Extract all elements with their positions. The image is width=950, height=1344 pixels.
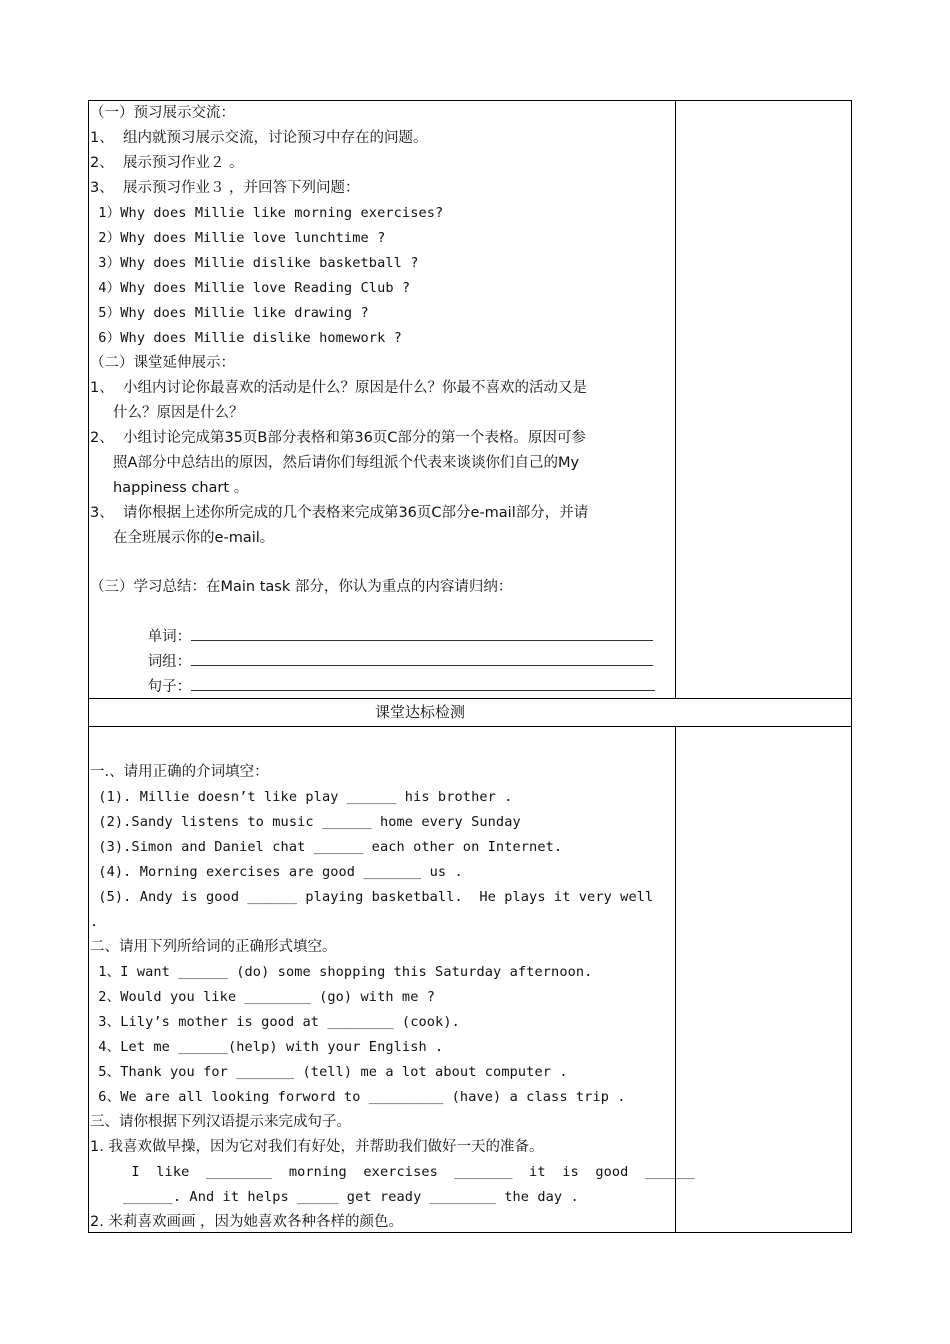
part3-line-4: 2. 米莉喜欢画画 ，因为她喜欢各种各样的颜色。 [90, 1214, 404, 1230]
part2-line-1: 1、I want ______ (do) some shopping this Saturday afternoon. [90, 964, 593, 980]
question-6: 6）Why does Millie dislike homework ? [90, 330, 402, 346]
part1-line-5: (5). Andy is good ______ playing basketball. He plays it very well [90, 889, 654, 905]
summary-words-row [120, 600, 653, 645]
question-3: 3）Why does Millie dislike basketball ? [90, 255, 419, 271]
section2-line-7: 在全班展示你的e-mail。 [90, 530, 275, 546]
summary-sentences-line[interactable] [191, 690, 655, 691]
question-2: 2）Why does Millie love lunchtime ? [90, 230, 386, 246]
part2-line-5: 5、Thank you for _______ (tell) me a lot about computer . [90, 1064, 568, 1080]
part1-line-1: (1). Millie doesn’t like play ______ his brother . [90, 789, 513, 805]
part2-line-2: 2、Would you like ________ (go) with me ? [90, 989, 436, 1005]
study-cell [90, 100, 674, 698]
summary-words-label: 单词： [147, 629, 192, 645]
part3-line-1: 1. 我喜欢做早操，因为它对我们有好处，并帮助我们做好一天的准备。 [90, 1139, 544, 1155]
part3-heading: 三、请你根据下列汉语提示来完成句子。 [90, 1114, 351, 1130]
section2-line-3: 2、 小组讨论完成第35页B部分表格和第36页C部分的第一个表格。原因可参 [90, 430, 586, 446]
section3-heading: （三）学习总结：在Main task 部分，你认为重点的内容请归纳： [90, 579, 513, 595]
section2-line-6: 3、 请你根据上述你所完成的几个表格来完成第36页C部分e-mail部分，并请 [90, 505, 589, 521]
summary-phrases-row [120, 625, 653, 670]
column-divider-top [675, 100, 676, 698]
section2-line-4: 照A部分中总结出的原因，然后请你们每组派个代表来谈谈你们自己的My [90, 455, 580, 471]
section1-item-1: 1、 组内就预习展示交流，讨论预习中存在的问题。 [90, 130, 428, 146]
question-1: 1）Why does Millie like morning exercises? [90, 205, 444, 221]
summary-sentences-row [120, 650, 655, 695]
part1-line-4: (4). Morning exercises are good _______ us . [90, 864, 463, 880]
exercise-cell [90, 727, 695, 1233]
part1-line-3: (3).Simon and Daniel chat ______ each other on Internet. [90, 839, 563, 855]
part1-line-6: . [90, 914, 99, 930]
section1-item-3: 3、 展示预习作业３ ，并回答下列问题： [90, 180, 360, 196]
column-divider-bottom [675, 726, 676, 1233]
section1-heading: （一）预习展示交流： [90, 105, 235, 121]
part3-line-2: I like ________ morning exercises _______ it is good ______ [90, 1164, 695, 1180]
part3-line-3: ______. And it helps _____ get ready ________ the day . [90, 1189, 579, 1205]
part2-line-6: 6、We are all looking forword to _________ (have) a class trip . [90, 1089, 626, 1105]
part1-heading: 一.、请用正确的介词填空： [90, 764, 269, 780]
section2-line-2: 什么？原因是什么？ [90, 405, 244, 421]
question-4: 4）Why does Millie love Reading Club ? [90, 280, 411, 296]
part1-line-2: (2).Sandy listens to music ______ home every Sunday [90, 814, 521, 830]
summary-sentences-label: 句子： [147, 679, 192, 695]
summary-phrases-label: 词组： [147, 654, 192, 670]
check-title: 课堂达标检测 [374, 703, 465, 721]
part2-heading: 二、请用下列所给词的正确形式填空。 [90, 939, 337, 955]
section2-heading: （二）课堂延伸展示： [90, 355, 235, 371]
section1-item-2: 2、 展示预习作业２ 。 [90, 155, 244, 171]
question-5: 5）Why does Millie like drawing ? [90, 305, 369, 321]
section2-line-5: happiness chart 。 [90, 480, 249, 496]
section2-line-1: 1、 小组内讨论你最喜欢的活动是什么？原因是什么？你最不喜欢的活动又是 [90, 380, 587, 396]
part2-line-4: 4、Let me ______(help) with your English . [90, 1039, 444, 1055]
part2-line-3: 3、Lily’s mother is good at ________ (cook). [90, 1014, 460, 1030]
